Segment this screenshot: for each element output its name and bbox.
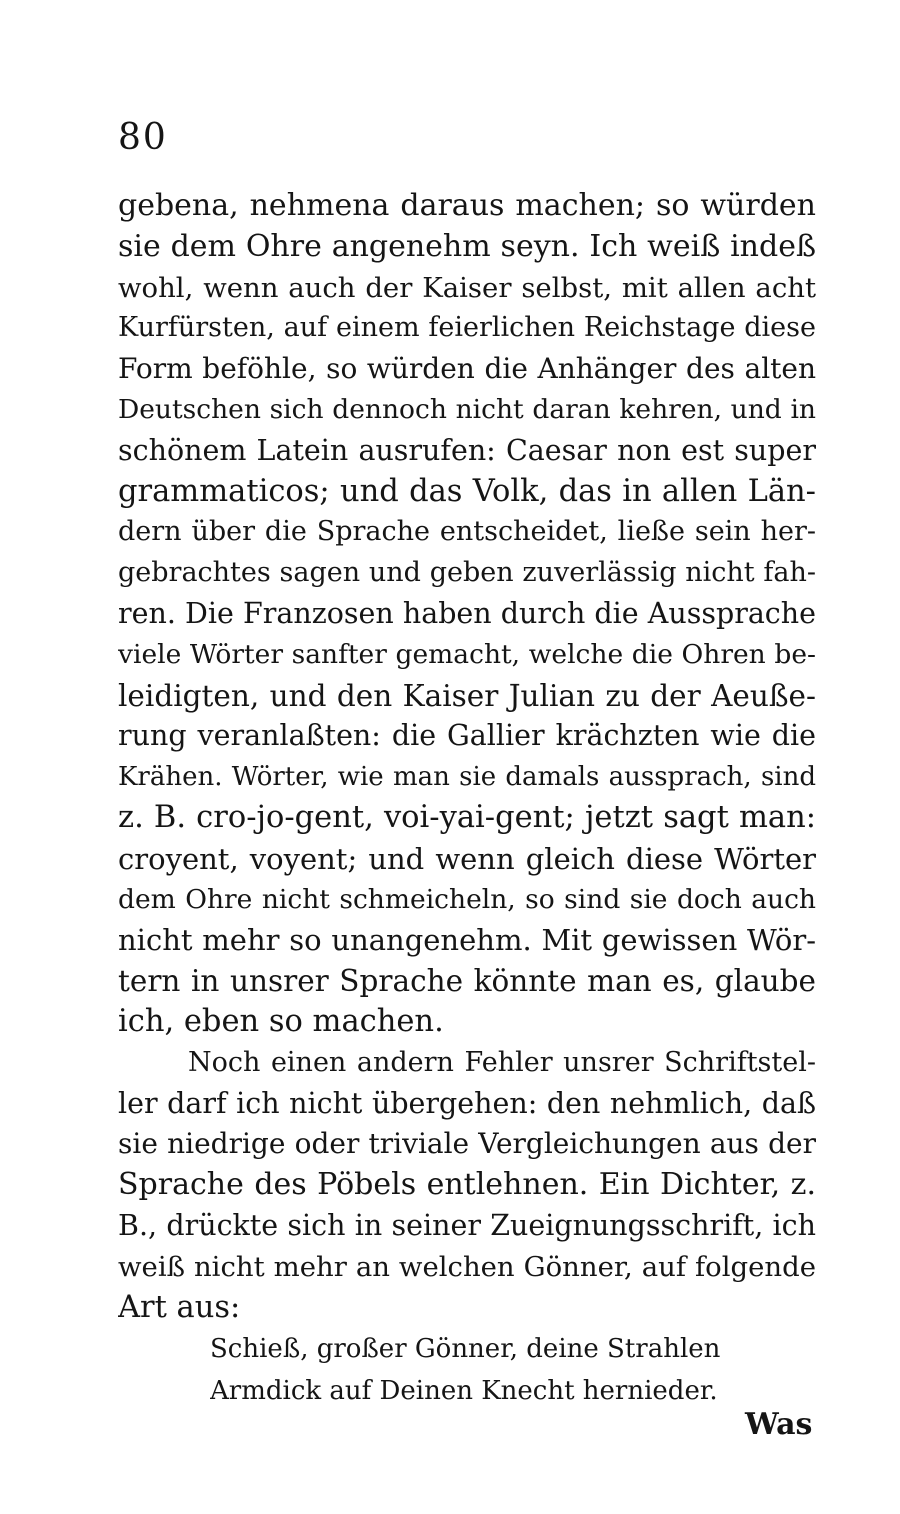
page-number: 80 (118, 117, 168, 158)
text-line: tern in unsrer Sprache könnte man es, glaube (118, 964, 816, 999)
text-line: Form beföhle, so würden die Anhänger des alten (118, 352, 816, 386)
text-line: sie niedrige oder triviale Vergleichungen aus der (118, 1127, 816, 1161)
text-line: weiß nicht mehr an welchen Gönner, auf folgende (118, 1250, 816, 1283)
verse-quote (210, 1328, 730, 1412)
text-line: wohl, wenn auch der Kaiser selbst, mit allen acht (118, 271, 816, 304)
text-line: sie dem Ohre angenehm seyn. Ich weiß indeß (118, 228, 816, 264)
text-line: gebrachtes sagen und geben zuverlässig nicht fah- (118, 557, 816, 589)
text-line: Sprache des Pöbels entlehnen. Ein Dichter, z. (118, 1167, 816, 1203)
text-line: Deutschen sich dennoch nicht daran kehren, und in (118, 393, 816, 425)
text-line: z. B. cro-jo-gent, voi-yai-gent; jetzt sagt man: (118, 799, 816, 835)
text-line: croyent, voyent; und wenn gleich diese Wörter (118, 841, 816, 876)
text-line: ich, eben so machen. (118, 1003, 444, 1039)
text-line: nicht mehr so unangenehm. Mit gewissen Wör- (118, 923, 816, 958)
verse-line: Armdick auf Deinen Knecht hernieder. (210, 1376, 718, 1406)
text-line: rung veranlaßten: die Gallier krächzten wie die (118, 719, 816, 753)
body-text (118, 186, 816, 1328)
text-line: ren. Die Franzosen haben durch die Aussprache (118, 596, 816, 630)
text-line: dem Ohre nicht schmeicheln, so sind sie doch auch (118, 883, 816, 915)
text-line: gebena, nehmena daraus machen; so würden (118, 188, 816, 223)
text-line: ler darf ich nicht übergehen: den nehmlich, daß (118, 1086, 816, 1120)
text-line: schönem Latein ausrufen: Caesar non est super (118, 433, 816, 467)
text-line: viele Wörter sanfter gemacht, welche die Ohren be- (118, 638, 816, 670)
verse-line: Schieß, großer Gönner, deine Strahlen (210, 1334, 721, 1364)
text-line: dern über die Sprache entscheidet, ließe sein her- (118, 516, 816, 548)
paragraph-2 (118, 1043, 816, 1329)
text-line: Kurfürsten, auf einem feierlichen Reichstage diese (118, 312, 816, 344)
text-line: B., drückte sich in seiner Zueignungsschrift, ich (118, 1208, 816, 1242)
catchword: Was (745, 1407, 813, 1442)
text-line: Noch einen andern Fehler unsrer Schriftstel- (188, 1046, 816, 1078)
text-line: grammaticos; und das Volk, das in allen Län- (118, 473, 816, 509)
text-line: Krähen. Wörter, wie man sie damals aussprach, sind (118, 762, 816, 793)
text-line: Art aus: (118, 1289, 241, 1325)
paragraph-1 (118, 186, 816, 1043)
text-line: leidigten, und den Kaiser Julian zu der Aeuße- (118, 678, 816, 713)
